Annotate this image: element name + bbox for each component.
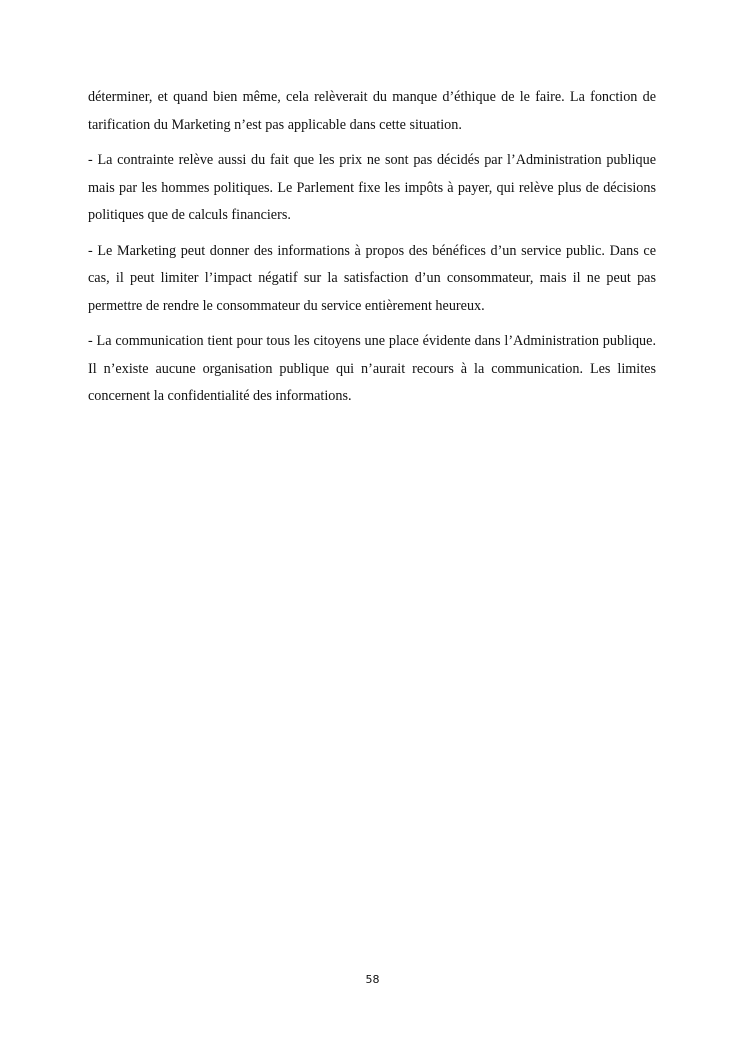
paragraph-price-constraint: - La contrainte relève aussi du fait que les prix ne sont pas décidés par l’Administration publique mais par les hommes politiques. Le Parlement fixe les impôts à payer, qui relève plus de décisions politiques que de calculs financiers. [88,152,656,223]
body-text [88,84,656,419]
page-number: 58 [365,973,380,986]
paragraph-continuation: déterminer, et quand bien même, cela relèverait du manque d’éthique de le faire. La fonction de tarification du Marketing n’est pas applicable dans cette situation. [88,89,656,133]
paragraph-marketing-benefits: - Le Marketing peut donner des informations à propos des bénéfices d’un service public. Dans ce cas, il peut limiter l’impact négatif sur la satisfaction d’un consommateur, mais il ne peut pas permettre de rendre le consommateur du service entièrement heureux. [88,242,656,314]
paragraph-communication: - La communication tient pour tous les citoyens une place évidente dans l’Administration publique. Il n’existe aucune organisation publique qui n’aurait recours à la communication. Les limites concernent la confidentialité des informations. [88,333,656,404]
